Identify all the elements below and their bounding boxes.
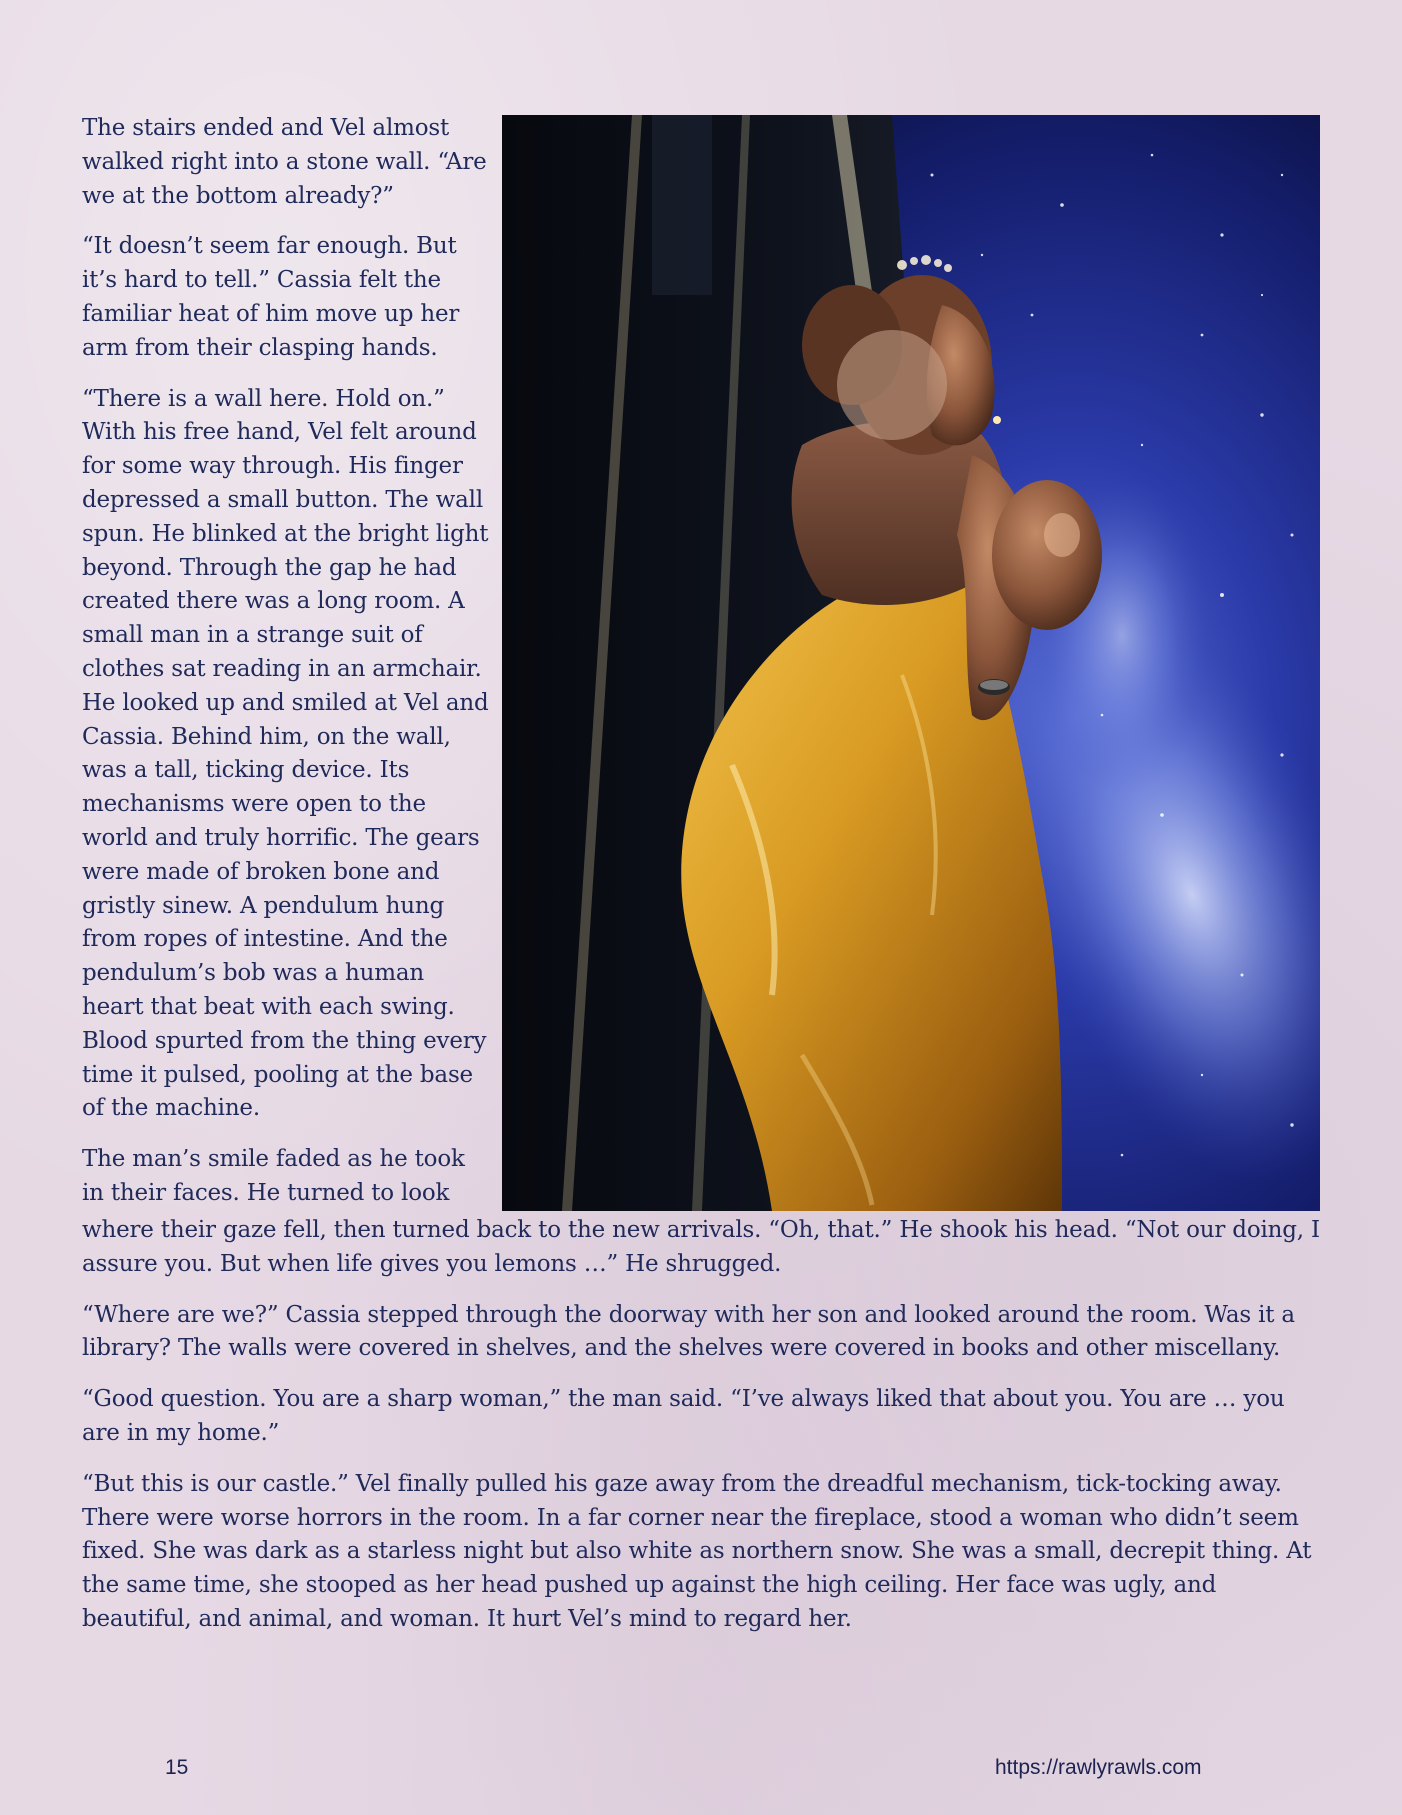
paragraph-4-start: The man’s smile faded as he took in their faces. He turned to look [82,1146,465,1206]
paragraph-1: The stairs ended and Vel almost walked right into a stone wall. “Are we at the bottom already?” [82,115,487,209]
paragraph-3: “There is a wall here. Hold on.” With his free hand, Vel felt around for some way through. His finger depressed a small button. The wall spun. He blinked at the bright light beyond. Through the gap he had created there was a long room. A small man in a strange suit of clothes sat reading in an armchair. He looked up and smiled at Vel and Cassia. Behind him, on the wall, was a tall, ticking device. Its mechanisms were open to the world and truly horrific. The gears were made of broken bone and gristly sinew. A pendulum hung from ropes of intestine. And the pendulum’s bob was a human heart that beat with each swing. Blood spurted from the thing every time it pulsed, pooling at the base of the machine. [82,385,489,1122]
paragraph-4-end: where their gaze fell, then turned back to the new arrivals. “Oh, that.” He shook his head. “Not our doing, I assure you. But when life gives you lemons …” He shrugged. [82,1217,1320,1277]
paragraph-7: “But this is our castle.” Vel finally pulled his gaze away from the dreadful mechanism, tick-tocking away. There were worse horrors in the room. In a far corner near the fireplace, stood a woman who didn’t seem fixed. She was dark as a starless night but also white as northern snow. She was a small, decrepit thing. At the same time, she stooped as her head pushed up against the high ceiling. Her face was ugly, and beautiful, and animal, and woman. It hurt Vel’s mind to regard her. [82,1470,1312,1632]
illustration-art [502,115,1320,1211]
paragraph-2: “It doesn’t seem far enough. But it’s hard to tell.” Cassia felt the familiar heat of him move up her arm from their clasping hands. [82,233,460,361]
paragraph-5: “Where are we?” Cassia stepped through the doorway with her son and looked around the room. Was it a library? The walls were covered in shelves, and the shelves were covered in books and other miscellany. [82,1301,1295,1362]
story-illustration [502,115,1320,1211]
text-full-width [82,1214,1322,1654]
page-number: 15 [165,1756,189,1779]
text-column [82,112,492,1211]
paragraph-6: “Good question. You are a sharp woman,” the man said. “I’ve always liked that about you. You are … you are in my home.” [82,1386,1285,1446]
footer-url-link[interactable]: https://rawlyrawls.com [995,1756,1202,1779]
